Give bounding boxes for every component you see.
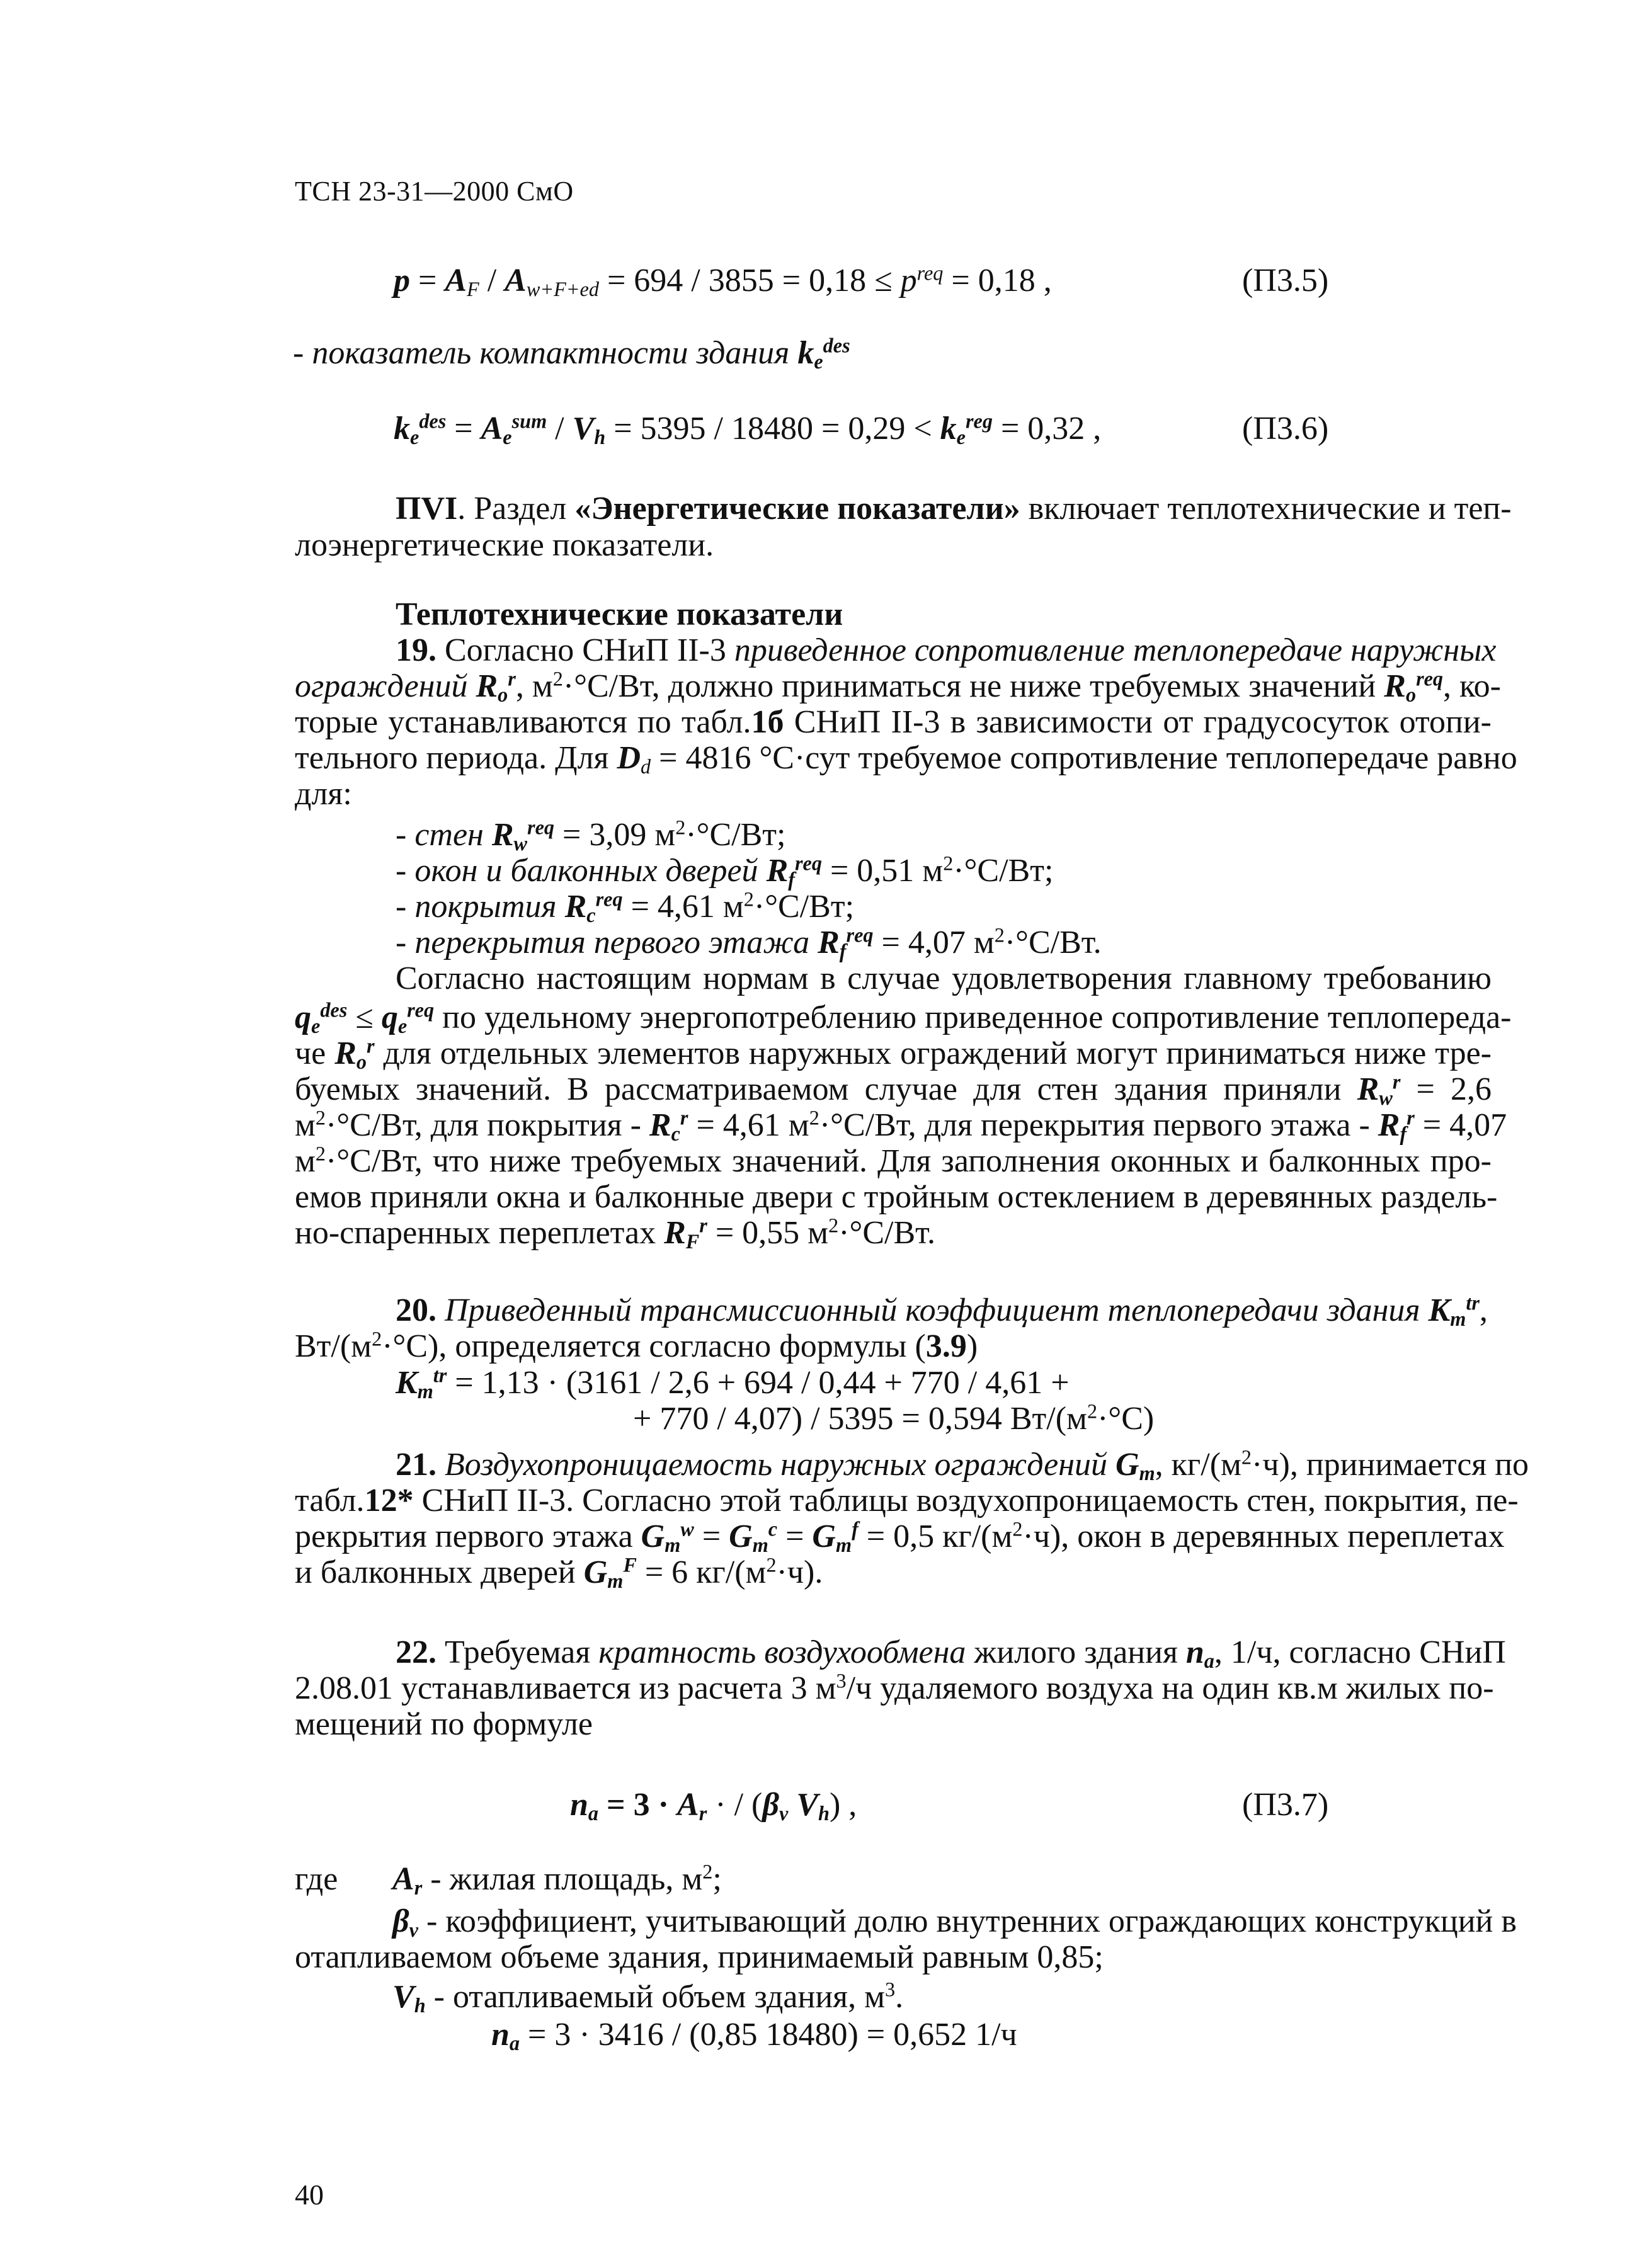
equation-p3-5: $p = A_F / A_{w+F+ed} = 694 / 3855 = 0,18 \le p^{req} = 0,18$ , [394,261,1052,301]
para-22-line-1: 22. Требуемая кратность воздухообмена жилого здания $n_a$, 1/ч, согласно СНиП [396,1634,1506,1673]
para-19b-line-1: Согласно настоящим нормам в случае удовлетворения главному требованию [396,960,1492,996]
para-19-line-1: 19. Согласно СНиП II-3 приведенное сопротивление теплопередаче наружных [396,632,1497,668]
page-number: 40 [295,2179,324,2211]
para-20-line-2: $Вт/(м^2\cdot^\circ С)$, определяется согласно формулы (3.9) [295,1327,978,1364]
para-19b-line-5: $м^2\cdot^\circ С/Вт$, для покрытия - $R_c^r = 4,61$ $м^2\cdot^\circ С/Вт$, для перекрытия первого этажа - $R_f^r = 4,07$ [295,1106,1507,1146]
para-19b-line-6: $м^2\cdot^\circ С/Вт$, что ниже требуемых значений. Для заполнения оконных и балконных про- [295,1142,1492,1179]
para-21-line-4: и балконных дверей $G_m^F = 6$ $кг/(м^2\cdot ч)$. [295,1553,823,1593]
para-19-line-4: тельного периода. Для $D_d = 4816$ °С·сут требуемое сопротивление теплопередаче равно [295,740,1517,778]
req-walls: - стен $R_w^{req} = 3,09$ $м^2\cdot^\circ С/Вт$; [396,816,786,855]
section-pvi-line-2: лоэнергетические показатели. [295,527,714,563]
where-living-area: $A_r$ - жилая площадь, $м^2$; [392,1860,722,1900]
para-19b-line-8: но-спаренных переплетах $R_F^r = 0,55$ $м^2\cdot^\circ С/Вт$. [295,1214,935,1253]
para-20-formula-line-1: $K_m^{tr} = 1,13 \cdot (3161 / 2,6 + 694 / 0,44 + 770 / 4,61$ + [396,1364,1070,1403]
equation-number-p3-7: (П3.7) [1242,1787,1329,1823]
para-21-line-1: 21. Воздухопроницаемость наружных ограждений $G_m$, $кг/(м^2\cdot ч)$, принимается по [396,1445,1529,1485]
running-header: ТСН 23-31—2000 СмО [295,176,574,207]
where-heated-volume: $V_h$ - отапливаемый объем здания, $м^3$. [392,1978,904,2017]
where-word: где [295,1861,338,1897]
para-19b-line-4: буемых значений. В рассматриваемом случае для стен здания приняли $R_w^r = 2,6$ [295,1070,1492,1110]
req-windows: - окон и балконных дверей $R_f^{req} = 0,51$ $м^2\cdot^\circ С/Вт$; [396,852,1054,891]
para-19-line-2: ограждений $R_o^r$, $м^2\cdot^\circ С/Вт$, должно приниматься не ниже требуемых значений $R_o^{req}$, ко- [295,667,1501,707]
para-19-line-3: торые устанавливаются по табл.1б СНиП II-3 в зависимости от градусосуток отопи- [295,704,1492,740]
equation-p3-7: $n_a = 3 \cdot A_r$ · / ($\beta_v$ $V_h$) , [570,1787,857,1825]
para-20-line-1: 20. Приведенный трансмиссионный коэффициент теплопередачи здания $K_m^{tr}$, [396,1291,1488,1331]
para-19b-line-3: че $R_o^r$ для отдельных элементов наружных ограждений могут приниматься ниже тре- [295,1034,1492,1074]
para-19b-line-2: $q_e^{des} \le q_e^{req}$ по удельному энергопотреблению приведенное сопротивление теплопереда- [295,998,1512,1038]
heat-engineering-heading: Теплотехнические показатели [396,596,843,632]
para-22-line-3: мещений по формуле [295,1706,593,1742]
req-first-floor: - перекрытия первого этажа $R_f^{req} = 4,07$ $м^2\cdot^\circ С/Вт$. [396,923,1102,963]
para-20-formula-line-2: + 770 / 4,07) / 5395 = 0,594 $Вт/(м^2\cdot^\circ С)$ [633,1399,1155,1437]
where-beta-line-2: отапливаемом объеме здания, принимаемый равным 0,85; [295,1939,1104,1975]
equation-number-p3-5: (П3.5) [1242,263,1329,299]
equation-p3-6: $k_e^{des} = A_e^{sum} / V_h = 5395 / 18480 = 0,29 < k_e^{reg} = 0,32$ , [394,409,1102,449]
para-19b-line-7: емов приняли окна и балконные двери с тройным остеклением в деревянных раздель- [295,1179,1498,1215]
air-exchange-result: $n_a = 3 \cdot 3416 / (0,85$ 18480) = 0,652 1/ч [491,2017,1017,2055]
section-pvi-line-1: ПVI. Раздел «Энергетические показатели» включает теплотехнические и теп- [396,491,1512,527]
para-22-line-2: 2.08.01 устанавливается из расчета 3 $м^3/ч$ удаляемого воздуха на один кв.м жилых по- [295,1669,1494,1706]
equation-number-p3-6: (П3.6) [1242,411,1329,447]
req-roof: - покрытия $R_c^{req} = 4,61$ $м^2\cdot^\circ С/Вт$; [396,887,855,927]
para-21-line-2: табл.12* СНиП II-3. Согласно этой таблицы воздухопроницаемость стен, покрытия, пе- [295,1483,1519,1519]
compactness-label: - показатель компактности здания $k_e^{des}$ [293,334,850,373]
para-21-line-3: рекрытия первого этажа $G_m^w = G_m^c = G_m^f = 0,5$ $кг/(м^2\cdot ч)$, окон в деревянных переплетах [295,1517,1505,1557]
para-19-line-5: для: [295,776,352,812]
where-beta-line-1: $\beta_v$ - коэффициент, учитывающий долю внутренних ограждающих конструкций в [392,1903,1517,1942]
